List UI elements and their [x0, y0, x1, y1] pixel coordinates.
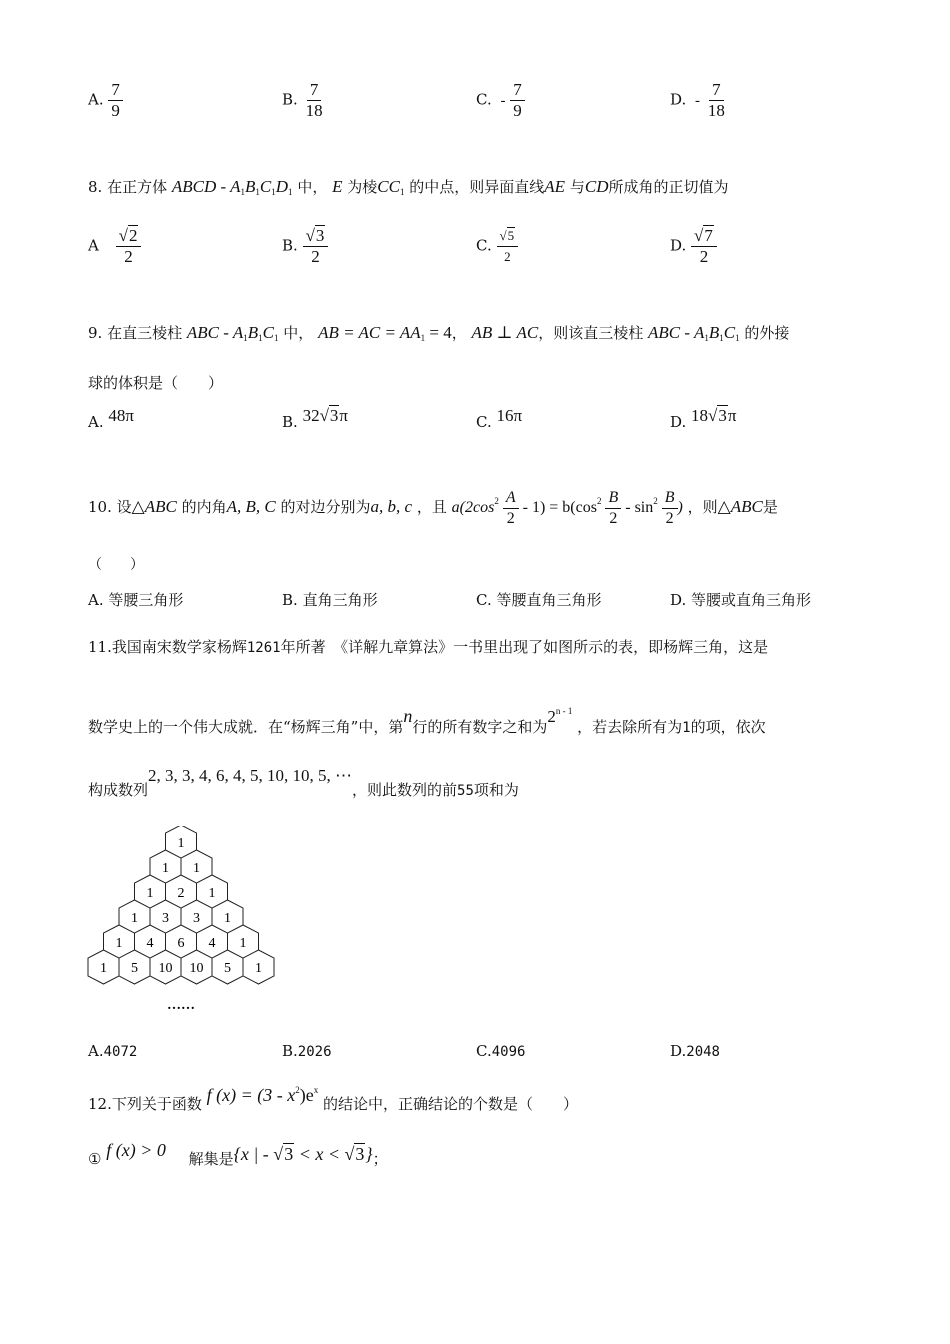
hex-value: 3	[162, 911, 169, 926]
q7-option-d: D. - $\frac{7}{18}$	[670, 80, 728, 121]
q11-option-d: D.2048	[670, 1042, 720, 1060]
hex-value: 3	[193, 911, 200, 926]
hex-value: 1	[239, 936, 247, 951]
q9-option-c: C. 16π	[476, 406, 523, 431]
hex-value: 1	[162, 861, 169, 876]
q11-stem-line1: 11.我国南宋数学家杨辉1261年所著 《详解九章算法》一书里出现了如图所示的表，即杨辉三角，这是	[88, 638, 769, 656]
fraction: $\frac{7}{18}$	[707, 80, 725, 120]
hex-value: 10	[158, 961, 173, 976]
hex-value: 1	[146, 886, 154, 901]
q12-item-1: ① f (x) > 0 解集是{x | - √3 < x < √3}；	[88, 1140, 388, 1168]
q12-stem: 12.下列关于函数 f $(x) = (3 - x^2)e^x$ 的结论中，正确结论的个数是（ ）	[88, 1085, 579, 1113]
hex-value: 4	[146, 936, 154, 951]
hex-value: 1	[100, 961, 107, 976]
q9-option-b: B. 32√3π	[282, 406, 349, 431]
q7-option-c: C. - $\frac{7}{9}$	[476, 80, 525, 121]
q8-option-d: D. $\frac{√7}{2}$	[670, 226, 717, 267]
hex-value: 1	[131, 911, 138, 926]
q10-paren: （ ）	[88, 557, 144, 573]
q9-stem-line1: 9. 在直三棱柱 ABC - $A_1B_1C_1$ 中， AB = AC = $AA_1 = 4$， AB ⊥ AC，则该直三棱柱 ABC - $A_1B_1C_1$ 的外接	[88, 323, 790, 343]
hex-value: 1	[115, 936, 123, 951]
hex-value: 10	[189, 961, 204, 976]
fraction: $\frac{7}{9}$	[510, 80, 525, 121]
q8-option-a: A $\frac{√2}{2}$	[88, 226, 141, 267]
q9-stem-line2: 球的体积是（ ）	[88, 374, 224, 392]
triangle-ellipsis: ……	[167, 998, 195, 1013]
q10-option-a: A. 等腰三角形	[88, 591, 184, 609]
hex-value: 6	[177, 936, 185, 951]
hex-value: 5	[131, 961, 138, 976]
q11-option-c: C.4096	[476, 1042, 526, 1060]
hex-value: 2	[177, 886, 185, 901]
q8-stem: 8. 在正方体 ABCD - $A_1B_1C_1D_1$ 中， E 为棱$CC_1$ 的中点，则异面直线AE 与CD所成角的正切值为	[88, 177, 729, 197]
q9-option-d: D. 18√3π	[670, 406, 737, 431]
hex-value: 1	[208, 886, 216, 901]
q8-option-c: C. $\frac{√5}{2}$	[476, 226, 518, 267]
hex-value: 1	[193, 861, 200, 876]
q10-option-d: D. 等腰或直角三角形	[670, 591, 812, 609]
q11-stem-line3: 构成数列2, 3, 3, 4, 6, 4, 5, 10, 10, 5, ⋯，则此数列的前55项和为	[88, 766, 519, 799]
q7-option-a: A. $\frac{7}{9}$	[88, 80, 123, 121]
fraction: $\frac{7}{18}$	[305, 80, 323, 120]
q11-option-a: A.4072	[88, 1042, 138, 1060]
hex-value: 5	[224, 961, 231, 976]
q10-stem: 10. 设△ABC 的内角A, B, C 的对边分别为a, b, c ，且 $a(2\cos^2$ $\frac{A}{2}$ - $1) = b(\cos^2$ $\frac{B}{2}$ - $\sin^2$ $\frac{B}{2}$ ) ，则△ABC是	[88, 488, 778, 527]
hex-value: 4	[208, 936, 216, 951]
q11-option-b: B.2026	[282, 1042, 332, 1060]
q7-option-b: B. $\frac{7}{18}$	[282, 80, 326, 121]
q9-option-a: A. 48π	[88, 406, 134, 431]
q10-option-b: B. 直角三角形	[282, 591, 378, 609]
hex-value: 1	[224, 911, 231, 926]
fraction: $\frac{7}{9}$	[108, 80, 123, 121]
yang-hui-triangle	[80, 826, 290, 1016]
q8-option-b: B. $\frac{√3}{2}$	[282, 226, 328, 267]
hex-value: 1	[255, 961, 262, 976]
q11-stem-line2: 数学史上的一个伟大成就．在“杨辉三角”中，第n行的所有数字之和为2$^{n - 1}$ ，若去除所有为1的项，依次	[88, 706, 766, 736]
hex-cells	[88, 826, 274, 984]
q10-option-c: C. 等腰直角三角形	[476, 591, 602, 609]
q10-equation: $a(2\cos^2$ $\frac{A}{2}$ - $1) = b(\cos^2$ $\frac{B}{2}$ - $\sin^2$ $\frac{B}{2}$ )	[451, 488, 683, 527]
hex-value: 1	[177, 836, 185, 851]
